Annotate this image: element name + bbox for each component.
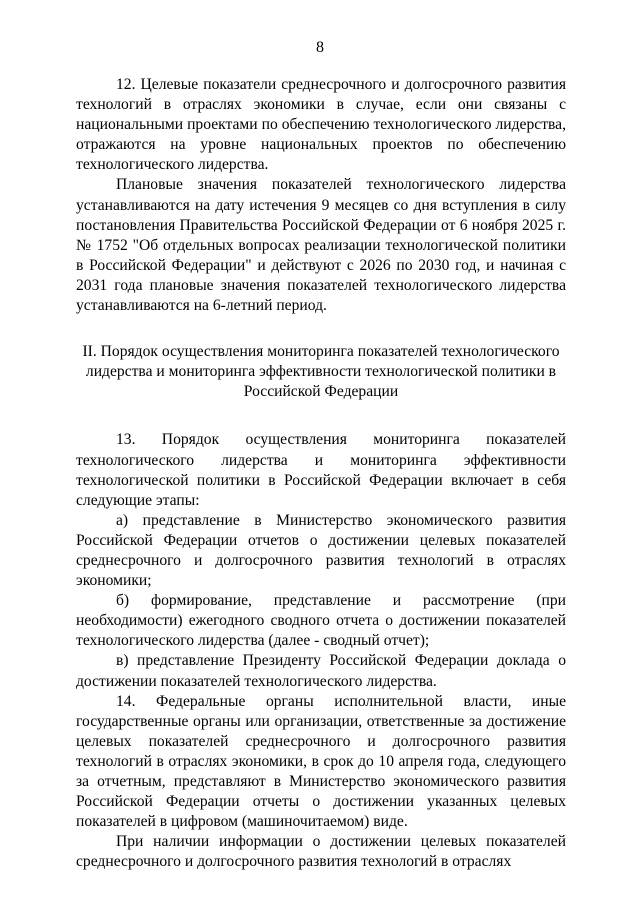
paragraph-13: 13. Порядок осуществления мониторинга показателей технологического лидерства и мониторинга эффективности технологической политики в Российской Федерации включает в себя следующие этапы: — [76, 431, 566, 509]
section-heading: II. Порядок осуществления мониторинга показателей технологического лидерства и мониторинга эффективности технологической политики в Российской Федерации — [82, 343, 560, 401]
paragraph-continuation: При наличии информации о достижении целевых показателей среднесрочного и долгосрочного развития технологий в отраслях — [76, 833, 566, 871]
list-item-a: а) представление в Министерство экономического развития Российской Федерации отчетов о достижении целевых показателей среднесрочного и долгосрочного развития технологий в отраслях экономики; — [76, 511, 566, 590]
list-item-b: б) формирование, представление и рассмотрение (при необходимости) ежегодного сводного отчета о достижении показателей технологического лидерства (далее - сводный отчет); — [76, 592, 566, 650]
paragraph-14: 14. Федеральные органы исполнительной власти, иные государственные органы или организации, ответственные за достижение целевых показателей среднесрочного и долгосрочного развития технологий в отраслях экономики, в срок до 10 апреля года, следующего за отчетным, представляют в Министерство экономического развития Российской Федерации отчеты о достижении указанных целевых показателей в цифровом (машиночитаемом) виде. — [76, 692, 566, 831]
list-item-c: в) представление Президенту Российской Федерации доклада о достижении показателей технологического лидерства. — [76, 652, 566, 690]
paragraph-12: 12. Целевые показатели среднесрочного и долгосрочного развития технологий в отраслях экономики в случае, если они связаны с национальными проектами по обеспечению технологического лидерства, отражаются на уровне национальных проектов по обеспечению технологического лидерства. — [76, 76, 566, 174]
document-body — [76, 75, 566, 872]
paragraph-planned-values: Плановые значения показателей технологического лидерства устанавливаются на дату истечения 9 месяцев со дня вступления в силу постановления Правительства Российской Федерации от 6 ноября 2025 г. № 1752 "Об отдельных вопросах реализации технологической политики в Российской Федерации" и действуют с 2026 по 2030 год, и начиная с 2031 года плановые значения показателей технологического лидерства устанавливаются на 6-летний период. — [76, 176, 566, 315]
page-number: 8 — [316, 39, 324, 56]
